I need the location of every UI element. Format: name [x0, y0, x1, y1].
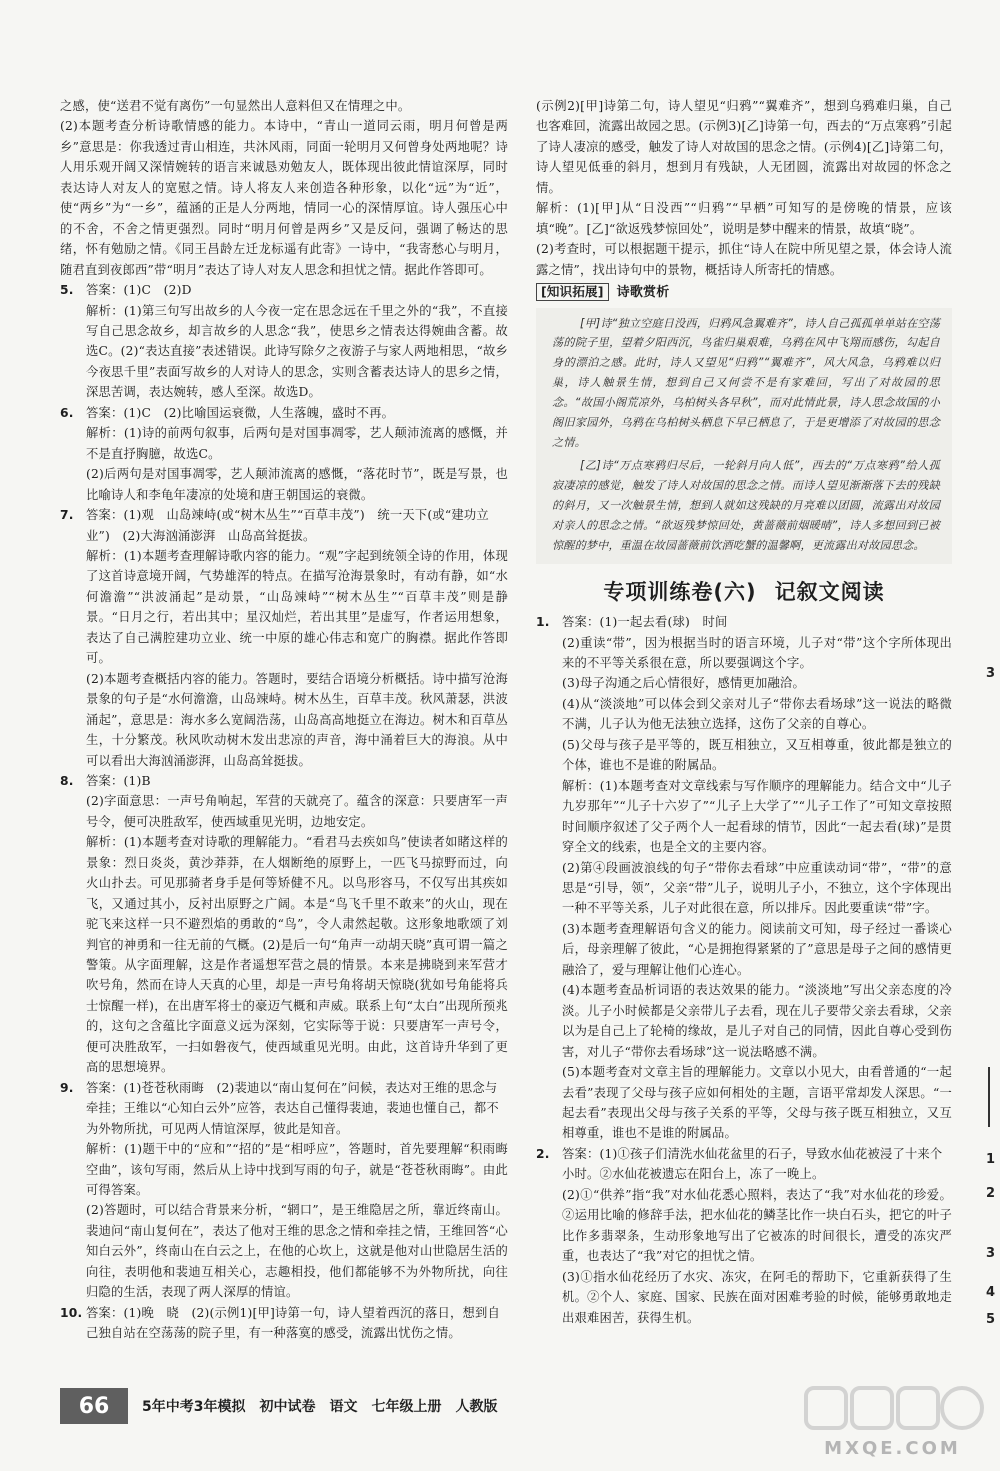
question-number: 5. [60, 283, 74, 298]
question-number: 2. [536, 1146, 550, 1161]
question-answer [60, 1303, 508, 1344]
question-number: 7. [60, 508, 74, 523]
paragraph: 解析：(1)诗的前两句叙事，后两句是对国事凋零，艺人颠沛流离的感慨，并不是直抒胸臆，故选C。 [86, 426, 508, 461]
section-prefix: 专项训练卷(六) [603, 579, 757, 604]
paragraph: (5)父母与孩子是平等的，既互相独立，又互相尊重，彼此都是独立的个体，谁也不是谁的附属品。 [562, 737, 952, 773]
footer-series: 5年中考3年模拟 [142, 1399, 246, 1415]
paragraph: (示例2)[甲]诗第二句，诗人望见“归鸦”“翼难齐”，想到乌鸦难归巢，自己也客难回，流露出故园之思。(示例3)[乙]诗第一句，西去的“万点寒鸦”引起了诗人凄凉的感受，触发了诗人对故国的思念之情。(示例4)[乙]诗第二句，诗人望见低垂的斜月，想到月有残缺，人无团圆，流露出对故园的怀念之情。 [536, 99, 952, 195]
paragraph: (4)本题考查品析词语的表达效果的能力。“淡淡地”写出父亲态度的冷淡。儿子小时候都是父亲带儿子去看，现在儿子要带父亲去看球，父亲以为是自己上了轮椅的缘故，是儿子对自己的同情，因此自尊心受到伤害，对儿子“带你去看场球”这一说法略感不满。 [562, 983, 952, 1059]
edge-mark: 1 [986, 1152, 996, 1167]
footer-edition: 人教版 [455, 1399, 498, 1415]
question-answer [60, 505, 508, 546]
knowledge-expansion-box [536, 308, 952, 564]
answer-text: 答案：(1)B [86, 773, 151, 788]
paragraph: (2)后两句是对国事凋零，艺人颠沛流离的感慨，“落花时节”，既是写景，也比喻诗人和李龟年凄凉的处境和唐王朝国运的衰微。 [86, 467, 508, 502]
footer-subject: 语文 [329, 1399, 358, 1415]
knowledge-paragraph: [乙]诗“万点寒鸦归尽后，一轮斜月向人低”，西去的“万点寒鸦”给人孤寂凄凉的感觉，触发了诗人对故国的思念之情。而诗人望见渐渐落下去的残缺的斜月，又一次触景生情，想到人就如这残缺的月亮难以团圆，流露出对故园对亲人的思念之情。“欲返残梦惊回处，黄蔷薇前烟暖晴”，诗人多想回到已被惊醒的梦中，重温在故园蔷薇前饮酒吃蟹的温馨啊，更流露出对故园思念。 [552, 459, 940, 552]
edge-mark: 3 [986, 666, 996, 681]
answer-text: 答案：(1)一起去看(球) 时间 [562, 615, 728, 630]
paragraph: (2)答题时，可以结合背景来分析，“辋口”，是王维隐居之所，靠近终南山。裴迪问“南山复何在”，表达了他对王维的思念之情和牵挂之情，王维回答“心知白云外”，终南山在白云之上，在他的心坎上，这就是他对山世隐居生活的向往，表明他和裴迪互相关心，志趣相投，他们都能够不为外物所扰，向往归隐的生活，表现了两人深厚的情谊。 [86, 1203, 508, 1300]
section-title [536, 579, 952, 604]
question-answer [536, 612, 952, 632]
knowledge-title: 诗歌赏析 [616, 285, 670, 301]
watermark-text: MXQE.COM [824, 1438, 961, 1459]
answer-text: 答案：(1)观 山岛竦峙(或“树木丛生”“百草丰茂”) 统一天下(或“建功立业”) (2)大海汹涌澎湃 山岛高耸挺拔。 [86, 508, 489, 543]
paragraph: (2)重读“带”，因为根据当时的语言环境，儿子对“带”这个字所体现出来的不平等关系很在意，所以要强调这个字。 [562, 635, 952, 671]
answer-text: 答案：(1)C (2)D [86, 283, 192, 298]
paragraph: 解析：(1)题干中的“应和”“招的”是“相呼应”，答题时，首先要理解“积雨晦空曲”，该句写雨，然后从上诗中找到写雨的句子，就是“苍苍秋雨晦”。由此可得答案。 [86, 1142, 508, 1198]
paragraph: (2)①“供养”指“我”对水仙花悉心照料，表达了“我”对水仙花的珍爱。②运用比喻的修辞手法，把水仙花的鳞茎比作一块白石头，把它的叶子比作多翡翠条，生动形象地写出了它被冻的时间很长，遭受的冻灾严重，也表达了“我”对它的担忧之情。 [562, 1187, 952, 1264]
page-number: 66 [60, 1388, 128, 1424]
paragraph: 解析：(1)本题考查对诗歌的理解能力。“看君马去疾如鸟”使读者如睹这样的景象：烈日炎炎，黄沙莽莽，在人烟断绝的原野上，一匹飞马掠野而过，向火山扑去。可见那骑者身手是何等矫健不凡。以鸟形容马，不仅写出其疾如飞，又通过其小，反衬出原野之广阔。本是“鸟飞千里不敢来”的火山，现在驼飞来这样一只不避烈焰的勇敢的“鸟”，令人肃然起敬。这形象地歌颂了刘判官的神勇和一往无前的气概。(2)是后一句“角声一动胡天晓”真可谓一篇之警策。从字面理解，这是作者遥想军营之晨的情景。本来是拂晓到来军营才吹号角，然而在诗人天真的心里，却是一声号角将胡天惊晓(犹如号角能将兵士惊醒一样)，在出唐军将士的豪迈气概和声威。联系上句“太白”出现所预兆的，这句之含蕴比字面意义远为深刻，它实际等于说：只要唐军一声号令，便可决胜敌军，一扫如磐夜气，使西域重见光明。由此，这首诗升华到了更高的思想境界。 [86, 835, 508, 1075]
question-number: 9. [60, 1080, 74, 1095]
paragraph: 解析：(1)第三句写出故乡的人今夜一定在思念远在千里之外的“我”，不直接写自己思念故乡，却言故乡的人思念“我”，使思乡之情表达得婉曲含蓄。故选C。(2)“表达直接”表述错误。此诗写除夕之夜游子与家人两地相思，“故乡今夜思千里”表面写故乡的人对诗人的思念，实则含蓄表达诗人的思乡之情，深思苦调，表达婉转，感人至深。故选D。 [86, 303, 508, 400]
edge-mark: 5 [986, 1312, 996, 1327]
paragraph: (2)本题考查概括内容的能力。答题时，要结合语境分析概括。诗中描写沧海景象的句子是“水何澹澹，山岛竦峙。树木丛生，百草丰茂。秋风萧瑟，洪波涌起”，意思是：海水多么宽阔浩荡，山岛高高地挺立在海边。树木和百草丛生，十分繁茂。秋风吹动树木发出悲凉的声音，海中涌着巨大的海浪。从中可以看出大海汹涌澎湃，山岛高耸挺拔。 [86, 671, 508, 768]
edge-mark: 2 [986, 1186, 996, 1201]
edge-mark: 3 [986, 1246, 996, 1261]
page-footer [60, 1388, 511, 1424]
section-name: 记叙文阅读 [774, 579, 885, 604]
paragraph: (2)第④段画波浪线的句子“带你去看球”中应重读动词“带”，“带”的意思是“引导，领”，父亲“带”儿子，说明儿子小，不独立，这个字体现出一种不平等关系，儿子对此很在意，所以排斥。因此要重读“带”字。 [562, 860, 952, 916]
knowledge-tag: [知识拓展] [536, 283, 609, 301]
paragraph: (3)①指水仙花经历了水灾、冻灾，在阿毛的帮助下，它重新获得了生机。②个人、家庭、国家、民族在面对困难考验的时候，能够勇敢地走出艰难困苦，获得生机。 [562, 1269, 952, 1325]
paragraph: (3)本题考查理解语句含义的能力。阅读前文可知，母子经过一番谈心后，母亲理解了彼此，“心是拥抱得紧紧的了”意思是母子之间的感情更融洽了，爱与理解让他们心连心。 [562, 921, 952, 977]
answer-text: 答案：(1)①孩子们清洗水仙花盆里的石子，导致水仙花被浸了十来个小时。②水仙花被遗忘在阳台上，冻了一晚上。 [562, 1146, 943, 1182]
paragraph: 解析：(1)本题考查对文章线索与写作顺序的理解能力。结合文中“儿子九岁那年”“儿子十六岁了”“儿子上大学了”“儿子工作了”可知文章按照时间顺序叙述了父子两个人一起看球的情节，因此“一起去看(球)”是贯穿全文的线索，也是全文的主要内容。 [562, 778, 952, 855]
paragraph: 解析：(1)本题考查理解诗歌内容的能力。“观”字起到统领全诗的作用，体现了这首诗意境开阔，气势雄浑的特点。在描写沧海景象时，有动有静，如“水何澹澹”“洪波涌起”是动景，“山岛竦峙”“树木丛生”“百草丰茂”则是静景。“日月之行，若出其中；星汉灿烂，若出其里”是虚写，作者运用想象，表达了自己满腔建功立业、统一中原的雄心伟志和宽广的胸襟。据此作答即可。 [86, 548, 508, 666]
footer-grade: 七年级上册 [371, 1399, 442, 1415]
question-answer [60, 403, 508, 423]
knowledge-expansion-header [536, 282, 952, 303]
question-answer [60, 771, 508, 791]
paragraph: (3)母子沟通之后心情很好，感情更加融洽。 [562, 676, 805, 691]
question-number: 6. [60, 405, 74, 420]
question-answer [60, 280, 508, 300]
paragraph: (2)字面意思：一声号角响起，军营的天就亮了。蕴含的深意：只要唐军一声号令，便可决胜敌军，使西域重见光明，边地安定。 [86, 794, 508, 829]
question-answer [60, 1078, 508, 1139]
right-column [536, 96, 952, 1328]
question-number: 1. [536, 615, 550, 630]
left-column [60, 96, 508, 1344]
paragraph: (2)本题考查分析诗歌情感的能力。本诗中，“青山一道同云雨，明月何曾是两乡”意思是：你我透过青山相连，共沐风雨，同面一轮明月又何曾身处两地呢？诗人用乐观开阔又深情婉转的语言来诚恳劝勉友人，既体现出彼此情谊深厚，同时表达诗人对友人的宽慰之情。诗人将友人来创造各种形象，以化“远”为“近”，使“两乡”为“一乡”，蕴涵的正是人分两地，情同一心的深情厚谊。诗人强压心中的不舍，不舍之情更强烈。同时“明月何曾是两乡”又是反问，强调了畅达的思绪，怀有勉励之情。《同王昌龄左迁龙标遥有此寄》一诗中，“我寄愁心与明月，随君直到夜郎西”带“明月”表达了诗人对友人思念和担忧之情。据此作答即可。 [60, 119, 508, 277]
question-number: 8. [60, 773, 74, 788]
edge-mark: 4 [986, 1285, 996, 1300]
knowledge-paragraph: [甲]诗“独立空庭日没西，归鸦风急翼难齐”，诗人自己孤孤单单站在空荡荡的院子里，望着夕阳西沉，鸟雀归巢艰难，乌鸦在风中飞翔而感伤，勾起自身的漂泊之感。此时，诗人又望见“归鸦”“翼难齐”，风大风急，乌鸦难以归巢，诗人触景生情，想到自己又何尝不是有家难回，写出了对故园的思念。“故国小阁荒凉外，乌柏树头各早秋”，而对此情此景，诗人思念故国的小阁旧家园外，乌鸦在乌柏树头栖息下早已栖息了，于是更增添了对故园的思念之情。 [552, 316, 940, 449]
question-answer [536, 1144, 952, 1185]
answer-text: 答案：(1)C (2)比喻国运衰微，人生落魄，盛时不再。 [86, 405, 395, 420]
footer-type: 初中试卷 [259, 1399, 316, 1415]
question-number: 10. [60, 1305, 83, 1320]
answer-text: 答案：(1)苍苍秋雨晦 (2)裴迪以“南山复何在”问候，表达对王维的思念与牵挂；王维以“心知白云外”应答，表达自己懂得裴迪，裴迪也懂自己，都不为外物所扰，可见两人情谊深厚，彼此是知音。 [86, 1080, 499, 1136]
edge-tab [988, 1067, 1000, 1127]
paragraph: (4)从“淡淡地”可以体会到父亲对儿子“带你去看场球”这一说法的略微不满，儿子认为他无法独立选择，这伤了父亲的自尊心。 [562, 696, 952, 732]
paragraph: (5)本题考查对文章主旨的理解能力。文章以小见大，由看普通的“一起去看”表现了父母与孩子应如何相处的主题，言语平常却发人深思。“一起去看”表现出父母与孩子关系的平等，父母与孩子既互相独立，又互相尊重，谁也不是谁的附属品。 [562, 1065, 952, 1141]
answer-text: 答案：(1)晚 晓 (2)(示例1)[甲]诗第一句，诗人望着西沉的落日，想到自己独自站在空荡荡的院子里，有一种落寞的感受，流露出忧伤之情。 [86, 1305, 500, 1341]
paragraph: 解析：(1)[甲]从“日没西”“归鸦”“早栖”可知写的是傍晚的情景，应该填“晚”。[乙]“欲返残梦惊回处”，说明是梦中醒来的情景，故填“晓”。 [536, 201, 952, 236]
paragraph: (2)考查时，可以根据题干提示，抓住“诗人在院中所见望之景，体会诗人流露之情”，找出诗句中的景物，概括诗人所寄托的情感。 [536, 242, 952, 277]
paragraph: 之感，使“送君不觉有离伤”一句显然出人意料但又在情理之中。 [60, 99, 411, 113]
